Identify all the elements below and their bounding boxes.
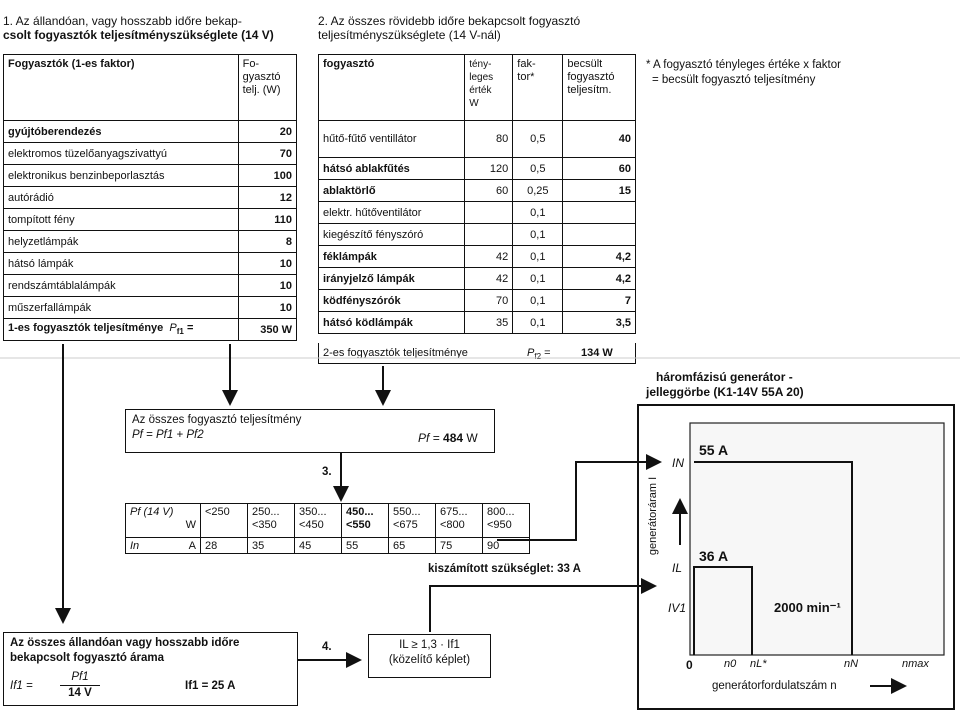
section2-title: 2. Az összes rövidebb időre bekapcsolt fogyasztó teljesítményszükséglete (14 V-nál) — [318, 14, 581, 42]
section2-cell-factor: 0,1 — [513, 224, 563, 246]
section2-cell-actual: 35 — [465, 312, 513, 334]
lookup-table: Pf (14 V) W <250 250... <350 350... <450 450... <550 550... <675 675... <800 800... <950 In A 28 35 45 55 65 75 90 — [125, 503, 530, 554]
x-tick-nL: nL* — [750, 658, 767, 670]
section2-cell-name: hűtő-fűtő ventillátor — [319, 121, 465, 158]
consumer-name: elektronikus benzinbeporlasztás — [4, 165, 239, 187]
section2-cell-estimate: 40 — [563, 121, 636, 158]
consumer-name: hátsó lámpák — [4, 253, 239, 275]
range-cell: 250... <350 — [248, 504, 295, 538]
range-cell: 800... <950 — [483, 504, 530, 538]
section2-cell-factor: 0,5 — [513, 121, 563, 158]
section2-cell-name: irányjelző lámpák — [319, 268, 465, 290]
x-tick-0: 0 — [686, 658, 693, 672]
section2-cell-factor: 0,1 — [513, 312, 563, 334]
consumer-power: 12 — [238, 187, 296, 209]
x-tick-nmax: nmax — [902, 658, 929, 670]
step3-label: 3. — [322, 466, 332, 478]
value-36A: 36 A — [699, 548, 729, 564]
range-cell: 550... <675 — [389, 504, 436, 538]
section2-cell-actual: 42 — [465, 246, 513, 268]
consumer-name: rendszámtáblalámpák — [4, 275, 239, 297]
consumer-name: műszerfallámpák — [4, 297, 239, 319]
section2-cell-estimate: 15 — [563, 180, 636, 202]
section2-cell-estimate: 7 — [563, 290, 636, 312]
label-IN: IN — [672, 456, 684, 470]
section2-cell-estimate: 60 — [563, 158, 636, 180]
consumer-name: helyzetlámpák — [4, 231, 239, 253]
section2-cell-factor: 0,1 — [513, 202, 563, 224]
consumer-name: elektromos tüzelőanyagszivattyú — [4, 143, 239, 165]
consumer-name: autórádió — [4, 187, 239, 209]
current-cell: 75 — [436, 538, 483, 554]
section2-cell-estimate: 3,5 — [563, 312, 636, 334]
label-IV1: IV1 — [668, 601, 687, 615]
section2-cell-name: ködfényszórók — [319, 290, 465, 312]
current-cell: 35 — [248, 538, 295, 554]
footnote: * A fogyasztó tényleges értéke x faktor = becsült fogyasztó teljesítmény — [646, 59, 841, 86]
consumer-power: 100 — [238, 165, 296, 187]
consumer-power: 10 — [238, 297, 296, 319]
current-cell: 28 — [201, 538, 248, 554]
section2-cell-factor: 0,5 — [513, 158, 563, 180]
section2-total: 2-es fogyasztók teljesítménye $P_{f2}$ = 134 W — [318, 343, 636, 364]
section2-cell-factor: 0,1 — [513, 246, 563, 268]
consumer-power: 10 — [238, 253, 296, 275]
section2-cell-name: hátsó ablakfűtés — [319, 158, 465, 180]
estimate-box: IL ≥ 1,3 · If1 (közelítő képlet) — [368, 634, 491, 678]
consumer-power: 20 — [238, 121, 296, 143]
consumer-power: 10 — [238, 275, 296, 297]
section2-cell-estimate: 4,2 — [563, 246, 636, 268]
section1-title: 1. Az állandóan, vagy hosszabb időre bekap- csolt fogyasztók teljesítményszükséglete (14 V) — [3, 14, 274, 42]
x-axis-label: generátorfordulatszám n — [712, 680, 837, 692]
generator-title: háromfázisú generátor - jelleggörbe (K1-14V 55A 20) — [646, 370, 804, 399]
current-cell: 65 — [389, 538, 436, 554]
section2-cell-actual: 60 — [465, 180, 513, 202]
current-cell: 90 — [483, 538, 530, 554]
computed-need: kiszámított szükséglet: 33 A — [428, 563, 581, 575]
step4-label: 4. — [322, 641, 332, 653]
section2-cell-actual: 42 — [465, 268, 513, 290]
current-cell: 55 — [342, 538, 389, 554]
consumer-power: 110 — [238, 209, 296, 231]
y-axis-label: generátoráram I — [647, 476, 659, 556]
range-cell: <250 — [201, 504, 248, 538]
section2-cell-name: kiegészítő fényszóró — [319, 224, 465, 246]
speed-label: 2000 min⁻¹ — [774, 600, 841, 615]
section2-cell-estimate: 4,2 — [563, 268, 636, 290]
section2-cell-name: ablaktörlő — [319, 180, 465, 202]
section2-cell-factor: 0,1 — [513, 290, 563, 312]
section2-cell-factor: 0,1 — [513, 268, 563, 290]
total-power-box: Az összes fogyasztó teljesítmény Pf = Pf1 + Pf2 Pf = 484 W — [125, 409, 495, 453]
consumer-name: tompított fény — [4, 209, 239, 231]
range-cell: 450... <550 — [342, 504, 389, 538]
range-cell: 350... <450 — [295, 504, 342, 538]
section2-cell-name: elektr. hűtőventilátor — [319, 202, 465, 224]
range-cell: 675... <800 — [436, 504, 483, 538]
section2-cell-actual: 70 — [465, 290, 513, 312]
col-consumer: Fogyasztók (1-es faktor) — [8, 58, 135, 70]
x-tick-n0: n0 — [724, 658, 737, 670]
section2-cell-actual: 80 — [465, 121, 513, 158]
section2-table: fogyasztó tény- leges érték W fak- tor* becsült fogyasztó teljesítm. hűtő-fűtő ventillátor 80 0,5 40 hátsó ablakfűtés 120 0,5 60 ablaktörlő 60 0,25 15 elektr. hűtőventilátor 0,1 kiegészítő fényszóró 0,1 féklámpák 42 0,1 4,2 irányjelző lámpák 42 0,1 4,2 ködfényszórók 70 0,1 7 hátsó ködlámpák 35 0,1 3,5 — [318, 54, 636, 334]
section2-cell-name: hátsó ködlámpák — [319, 312, 465, 334]
current-box: Az összes állandóan vagy hosszabb időre bekapcsolt fogyasztó árama If1 = Pf1 14 V If1 = 25 A — [3, 632, 298, 706]
section2-cell-name: féklámpák — [319, 246, 465, 268]
section1-table: Fogyasztók (1-es faktor) Fo- gyasztó telj. (W) gyújtóberendezés 20 elektromos tüzelőanyagszivattyú 70 elektronikus benzinbeporlasztás 100 autórádió 12 tompított fény 110 helyzetlámpák 8 hátsó lámpák 10 rendszámtáblalámpák 10 műszerfallámpák 10 1-es fogyasztók teljesítménye $P_{f1}$ = 350 W — [3, 54, 297, 341]
section1-total-row: 1-es fogyasztók teljesítménye $P_{f1}$ = 350 W — [4, 319, 297, 341]
section2-cell-factor: 0,25 — [513, 180, 563, 202]
label-IL: IL — [672, 561, 683, 575]
consumer-name: gyújtóberendezés — [4, 121, 239, 143]
x-tick-nN: nN — [844, 658, 859, 670]
value-55A: 55 A — [699, 442, 729, 458]
current-cell: 45 — [295, 538, 342, 554]
consumer-power: 70 — [238, 143, 296, 165]
consumer-power: 8 — [238, 231, 296, 253]
section2-cell-actual: 120 — [465, 158, 513, 180]
